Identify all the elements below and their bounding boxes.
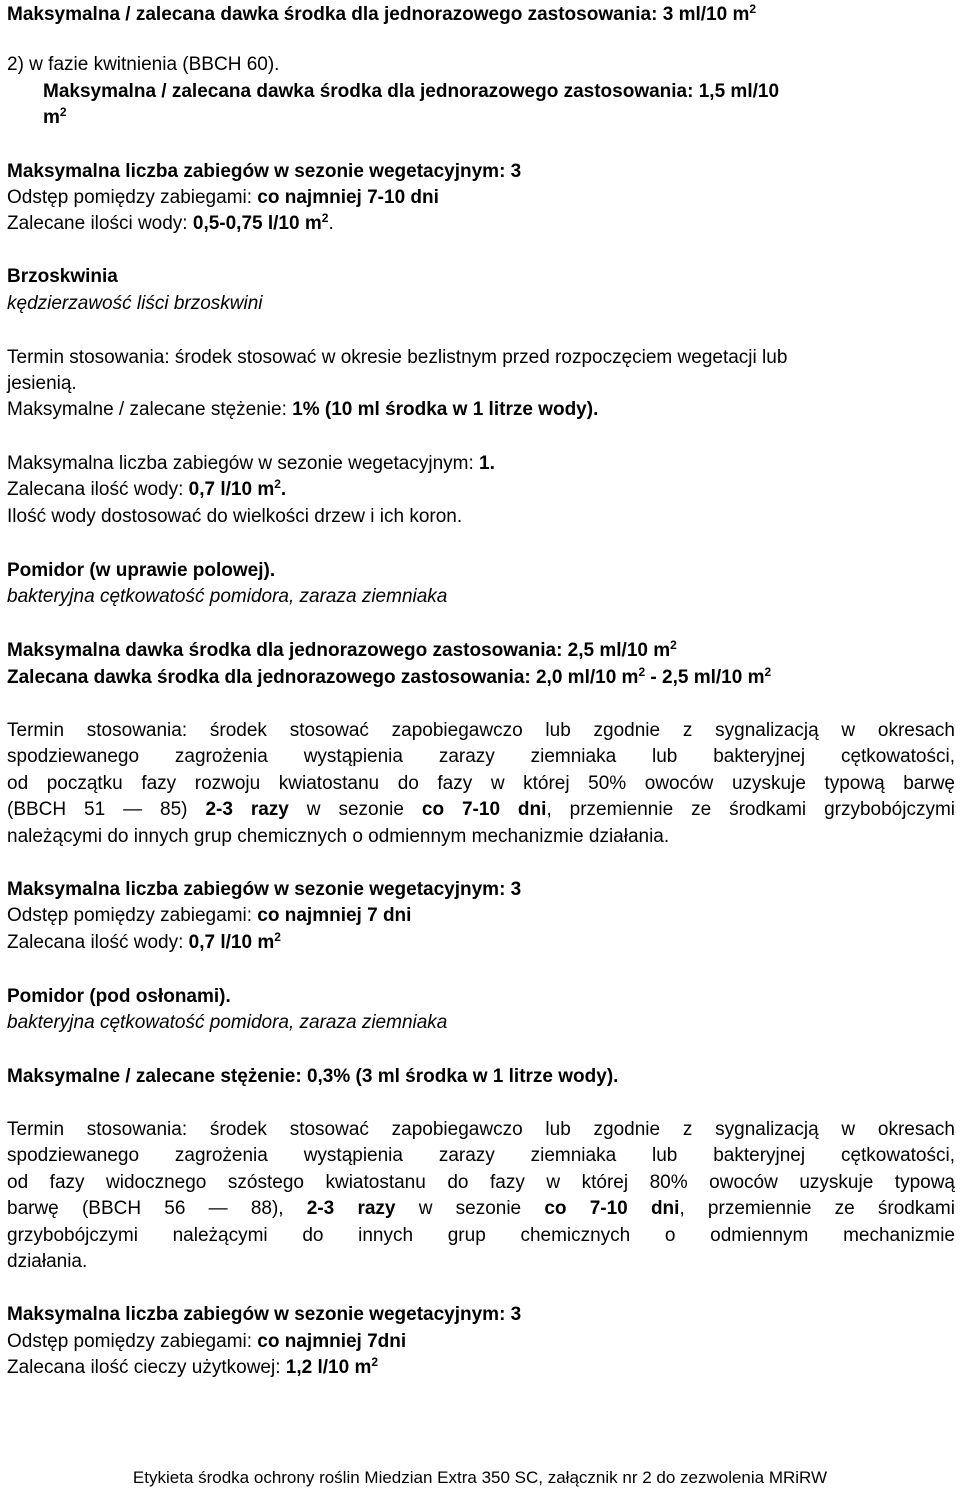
tomato-field-timing-line-1: Termin stosowania: środek stosować zapobiegawczo lub zgodnie z sygnalizacją w okresach — [7, 720, 955, 741]
peach-note: Ilość wody dostosować do wielkości drzew i ich koron. — [7, 506, 463, 527]
peach-water: Zalecana ilość wody: 0,7 l/10 $m^2$. — [7, 477, 287, 500]
water-line: Zalecane ilości wody: 0,5-0,75 l/10 $m^2$. — [7, 211, 334, 234]
interval-line: Odstęp pomiędzy zabiegami: co najmniej 7-10 dni — [7, 187, 439, 208]
tomato-field-max-dose: Maksymalna dawka środka dla jednorazowego zastosowania: 2,5 ml/10 $m^2$ — [7, 638, 677, 661]
peach-disease: kędzierzawość liści brzoskwini — [7, 293, 263, 314]
tomato-cover-timing-line-6: działania. — [7, 1251, 88, 1272]
max-dose-line: Maksymalna / zalecana dawka środka dla jednorazowego zastosowania: 3 ml/10 $m^2$ — [7, 2, 757, 25]
peach-concentration: Maksymalne / zalecane stężenie: 1% (10 ml środka w 1 litrze wody). — [7, 399, 599, 420]
tomato-field-rec-dose: Zalecana dawka środka dla jednorazowego zastosowania: 2,0 ml/10 $m^2 - 2,5$ ml/10 $m^2$ — [7, 665, 772, 688]
tomato-cover-timing-line-4: barwę (BBCH 56 — 88), 2-3 razy w sezonie co 7-10 dni, przemiennie ze środkami — [7, 1198, 955, 1219]
tomato-field-max-treatments: Maksymalna liczba zabiegów w sezonie wegetacyjnym: 3 — [7, 879, 522, 900]
max-treatments-line: Maksymalna liczba zabiegów w sezonie wegetacyjnym: 3 — [7, 161, 522, 182]
peach-crop-heading: Brzoskwinia — [7, 266, 118, 287]
tomato-cover-concentration: Maksymalne / zalecane stężenie: 0,3% (3 ml środka w 1 litrze wody). — [7, 1066, 619, 1087]
tomato-cover-crop-heading: Pomidor (pod osłonami). — [7, 986, 231, 1007]
tomato-cover-liquid: Zalecana ilość cieczy użytkowej: 1,2 l/10 $m^2$ — [7, 1355, 379, 1378]
peach-timing-line-2: jesienią. — [7, 373, 77, 394]
peach-timing-line-1: Termin stosowania: środek stosować w okresie bezlistnym przed rozpoczęciem wegetacji lub — [7, 347, 788, 368]
tomato-cover-max-treatments: Maksymalna liczba zabiegów w sezonie wegetacyjnym: 3 — [7, 1304, 522, 1325]
max-dose-2-unit: $m^2$ — [43, 105, 67, 128]
peach-max-treatments: Maksymalna liczba zabiegów w sezonie wegetacyjnym: 1. — [7, 453, 495, 474]
tomato-field-water: Zalecana ilość wody: 0,7 l/10 $m^2$ — [7, 930, 281, 953]
tomato-field-disease: bakteryjna cętkowatość pomidora, zaraza ziemniaka — [7, 586, 448, 607]
tomato-cover-timing-line-3: od fazy widocznego szóstego kwiatostanu do fazy w której 80% owoców uzyskuje typową — [7, 1172, 955, 1193]
tomato-cover-timing-line-2: spodziewanego zagrożenia wystąpienia zarazy ziemniaka lub bakteryjnej cętkowatości, — [7, 1145, 955, 1166]
tomato-cover-timing-line-1: Termin stosowania: środek stosować zapobiegawczo lub zgodnie z sygnalizacją w okresach — [7, 1119, 955, 1140]
tomato-cover-disease: bakteryjna cętkowatość pomidora, zaraza ziemniaka — [7, 1012, 448, 1033]
tomato-field-crop-heading: Pomidor (w uprawie polowej). — [7, 560, 276, 581]
tomato-field-timing-line-3: od początku fazy rozwoju kwiatostanu do fazy w której 50% owoców uzyskuje typową barwę — [7, 773, 955, 794]
tomato-field-interval: Odstęp pomiędzy zabiegami: co najmniej 7 dni — [7, 905, 412, 926]
tomato-cover-timing-line-5: grzybobójczymi należącymi do innych grup chemicznych o odmiennym mechanizmie — [7, 1225, 955, 1246]
tomato-cover-interval: Odstęp pomiędzy zabiegami: co najmniej 7dni — [7, 1331, 407, 1352]
tomato-field-timing-line-5: należącymi do innych grup chemicznych o odmiennym mechanizmie działania. — [7, 826, 670, 847]
max-dose-2-line: Maksymalna / zalecana dawka środka dla jednorazowego zastosowania: 1,5 ml/10 — [43, 81, 780, 102]
page-footer: Etykieta środka ochrony roślin Miedzian Extra 350 SC, załącznik nr 2 do zezwolenia MRiRW — [132, 1468, 828, 1487]
phase-line: 2) w fazie kwitnienia (BBCH 60). — [7, 54, 280, 75]
tomato-field-timing-line-2: spodziewanego zagrożenia wystąpienia zarazy ziemniaka lub bakteryjnej cętkowatości, — [7, 746, 955, 767]
tomato-field-timing-line-4: (BBCH 51 — 85) 2-3 razy w sezonie co 7-10 dni, przemiennie ze środkami grzybobójczymi — [7, 799, 956, 820]
